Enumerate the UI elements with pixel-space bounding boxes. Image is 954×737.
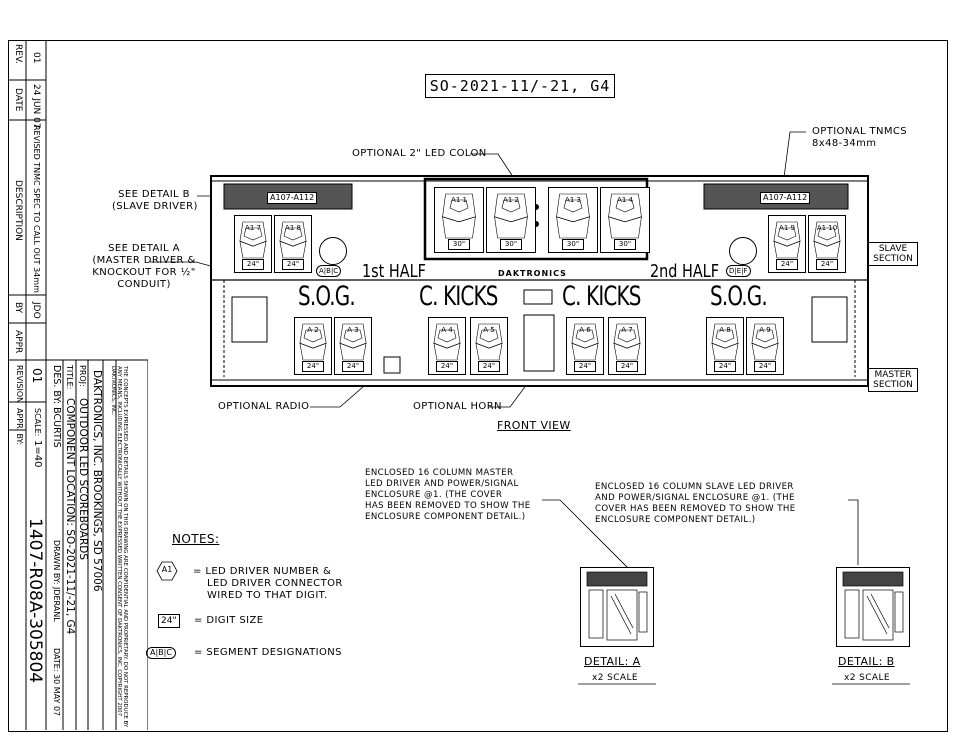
digit-size-label: 24" [776, 259, 798, 270]
master-section-line-2: SECTION [873, 380, 913, 390]
detail-note-line: ENCLOSURE @1. (THE COVER [365, 490, 503, 500]
callout-optional-horn: OPTIONAL HORN [413, 401, 502, 412]
digit-size-label: 24" [714, 361, 736, 372]
digit-size-label: 24" [478, 361, 500, 372]
date-value: 24 JUN 07 [31, 84, 41, 129]
second-half-label: 2nd HALF [650, 261, 719, 282]
digit-size-label: 24" [616, 361, 638, 372]
driver-note-3: WIRED TO THAT DIGIT. [207, 590, 328, 601]
segment-symbol: A|B|C [146, 647, 176, 659]
concepts-note: THE CONCEPTS EXPRESSED AND DETAILS SHOWN ON THIS DRAWING ARE CONFIDENTIAL AND PROPRIETARY. DO NOT REPRODUCE BY ANY MEANS, INCLUDING ELECTRONICALLY WITHOUT THE EXPRESSED WRITTEN CONSENT OF DAKTRONICS, INC. COPYRIGHT 2007 DAKTRONICS, INC. [109, 366, 128, 728]
date-header: DATE [13, 88, 23, 112]
rev-value: 01 [31, 52, 41, 64]
slave-section-line-2: SECTION [873, 254, 913, 264]
digit-driver-label: A1 4 [617, 196, 633, 204]
front-view-label: FRONT VIEW [497, 419, 571, 432]
appr-header: APPR [13, 330, 23, 354]
detail-note-line: ENCLOSED 16 COLUMN MASTER [365, 468, 514, 478]
title-label: TITLE: [65, 365, 74, 390]
digit-size-label: 24" [302, 361, 324, 372]
first-half-label: 1st HALF [362, 261, 426, 282]
tnmc-label-right: A107-A112 [760, 192, 810, 204]
driver-symbol: A1 [161, 565, 173, 574]
digit-size-label: 24" [436, 361, 458, 372]
detail-note-line: ENCLOSURE COMPONENT DETAIL.) [365, 512, 526, 522]
company: DAKTRONICS, INC. BROOKINGS, SD 57006 [91, 370, 103, 592]
brand-label: DAKTRONICS [498, 269, 567, 278]
detail-note-line: COVER HAS BEEN REMOVED TO SHOW THE [595, 504, 796, 514]
scale-value: 1=40 [32, 440, 43, 468]
callout-detail-a-2: (MASTER DRIVER & [92, 255, 196, 266]
digit-driver-label: A 6 [579, 326, 591, 334]
tnmc-label-left: A107-A112 [267, 192, 317, 204]
by-header: BY [13, 302, 23, 314]
notes-heading: NOTES: [172, 532, 220, 546]
callout-detail-a-3: KNOCKOUT FOR ½" [92, 267, 196, 278]
digit-size-label: 30" [448, 239, 470, 250]
detail-note-line: HAS BEEN REMOVED TO SHOW THE [365, 501, 531, 511]
revision-value: 01 [30, 368, 44, 384]
digit-driver-label: A1 7 [245, 224, 261, 232]
title-value: COMPONENT LOCATION: SO-2021-11/-21, G4 [64, 398, 76, 635]
des-by: DES. BY: BCURTIS [51, 365, 62, 448]
digit-driver-label: A 8 [719, 326, 731, 334]
detail-b-scale: x2 SCALE [844, 673, 890, 683]
segment-note: = SEGMENT DESIGNATIONS [194, 647, 342, 658]
callout-detail-b-1: SEE DETAIL B [118, 189, 190, 200]
date: DATE: 30 MAY 07 [52, 648, 61, 717]
callout-detail-a-1: SEE DETAIL A [108, 243, 180, 254]
by-value: JDO [31, 302, 41, 319]
kicks-right-caption: C. KICKS [562, 281, 641, 312]
sog-left-caption: S.O.G. [298, 281, 355, 312]
callout-detail-a-4: CONDUIT) [117, 279, 171, 290]
digit-driver-label: A 7 [621, 326, 633, 334]
detail-note-line: ENCLOSURE COMPONENT DETAIL.) [595, 515, 756, 525]
digit-size-label: 24" [574, 361, 596, 372]
digit-size-label: 24" [816, 259, 838, 270]
drawing-number: 1407-R08A-305804 [25, 518, 45, 684]
digit-driver-label: A 5 [483, 326, 495, 334]
description-value: REVISED TNMC SPEC TO CALL OUT 34mm [32, 125, 41, 293]
master-section-line-1: MASTER [874, 370, 912, 380]
digit-driver-label: A 9 [759, 326, 771, 334]
proj-value: OUTDOOR LED SCOREBOARDS [77, 398, 89, 561]
digit-size-label: 24" [754, 361, 776, 372]
segment-label-right: D|E|F [726, 265, 751, 277]
revision-label: REVISION [15, 365, 24, 404]
digit-size-label: 24" [342, 361, 364, 372]
driver-note-1: = LED DRIVER NUMBER & [193, 566, 332, 577]
digit-driver-label: A 2 [307, 326, 319, 334]
digit-size-label: 30" [614, 239, 636, 250]
proj-label: PROJ: [78, 365, 87, 387]
digit-size-label: 24" [242, 259, 264, 270]
digit-driver-label: A1 10 [816, 224, 838, 232]
callout-tnmcs-1: OPTIONAL TNMCS [812, 126, 908, 137]
callout-detail-b-2: (SLAVE DRIVER) [112, 201, 198, 212]
digit-driver-label: A1 2 [503, 196, 519, 204]
appr-by: APPR. BY: [15, 408, 24, 446]
drawn-by: DRAWN BY: JDERANL [52, 540, 61, 622]
detail-note-line: AND POWER/SIGNAL ENCLOSURE @1. (THE [595, 493, 795, 503]
driver-hex-icon [156, 561, 178, 581]
rev-header: REV. [13, 44, 23, 64]
size-note: = DIGIT SIZE [194, 615, 264, 626]
digit-driver-label: A1 1 [451, 196, 467, 204]
detail-b-label: DETAIL: B [838, 655, 895, 668]
segment-label-left: A|B|C [316, 265, 341, 277]
scale-label: SCALE: [33, 408, 42, 437]
drawing-title: SO-2021-11/-21, G4 [425, 74, 615, 98]
digit-driver-label: A1 3 [565, 196, 581, 204]
digit-driver-label: A 3 [347, 326, 359, 334]
callout-optional-radio: OPTIONAL RADIO [218, 401, 310, 412]
callout-tnmcs-2: 8x48-34mm [812, 138, 877, 149]
detail-a-scale: x2 SCALE [592, 673, 638, 683]
digit-size-label: 30" [562, 239, 584, 250]
digit-driver-label: A1 8 [285, 224, 301, 232]
digit-driver-label: A 4 [441, 326, 453, 334]
detail-note-line: LED DRIVER AND POWER/SIGNAL [365, 479, 519, 489]
driver-note-2: LED DRIVER CONNECTOR [207, 578, 343, 589]
digit-size-label: 24" [282, 259, 304, 270]
detail-note-line: ENCLOSED 16 COLUMN SLAVE LED DRIVER [595, 482, 794, 492]
digit-size-label: 30" [500, 239, 522, 250]
slave-section-line-1: SLAVE [878, 244, 908, 254]
kicks-left-caption: C. KICKS [419, 281, 498, 312]
detail-a-label: DETAIL: A [584, 655, 641, 668]
description-header: DESCRIPTION [13, 180, 23, 241]
callout-led-colon: OPTIONAL 2" LED COLON [352, 148, 487, 159]
size-symbol: 24" [158, 614, 180, 628]
sog-right-caption: S.O.G. [710, 281, 767, 312]
digit-driver-label: A1 9 [779, 224, 795, 232]
